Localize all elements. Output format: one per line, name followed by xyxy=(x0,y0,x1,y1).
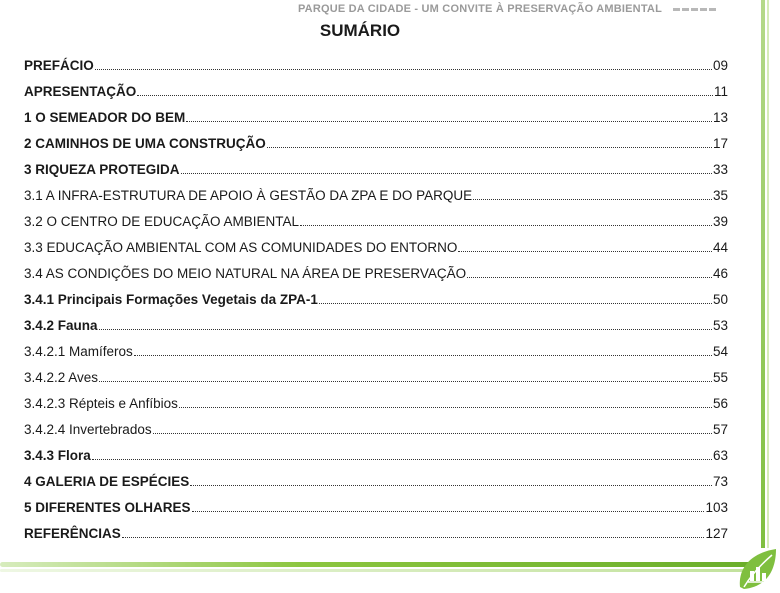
toc-entry[interactable] xyxy=(24,136,728,162)
toc-entry-label: 3.1 A INFRA-ESTRUTURA DE APOIO À GESTÃO DA ZPA E DO PARQUE xyxy=(24,188,473,203)
running-header-title: PARQUE DA CIDADE - UM CONVITE À PRESERVAÇÃO AMBIENTAL xyxy=(297,3,662,15)
toc-dot-leader xyxy=(122,536,705,538)
toc-dot-leader xyxy=(95,68,712,70)
toc-dot-leader xyxy=(467,276,712,278)
toc-entry-label: 3.4.2 Fauna xyxy=(24,318,98,333)
toc-dot-leader xyxy=(473,198,712,200)
toc-entry[interactable] xyxy=(24,188,728,214)
toc-entry-page: 55 xyxy=(712,370,728,385)
page-title: SUMÁRIO xyxy=(319,21,401,40)
toc-entry[interactable] xyxy=(24,110,728,136)
toc-entry-label: 1 O SEMEADOR DO BEM xyxy=(24,110,186,125)
toc-dot-leader xyxy=(267,146,712,148)
toc-entry-page: 53 xyxy=(712,318,728,333)
right-margin-rule-light xyxy=(767,0,769,548)
toc-entry-label: 3.4 AS CONDIÇÕES DO MEIO NATURAL NA ÁREA DE PRESERVAÇÃO xyxy=(24,266,467,281)
toc-entry-label: 3.4.3 Flora xyxy=(24,448,91,463)
toc-entry-page: 50 xyxy=(712,292,728,307)
toc-entry[interactable] xyxy=(24,396,728,422)
toc-entry[interactable] xyxy=(24,318,728,344)
toc-entry-page: 33 xyxy=(712,162,728,177)
right-margin-rule xyxy=(761,0,765,548)
toc-entry-label: 3.4.1 Principais Formações Vegetais da ZPA-1 xyxy=(24,292,318,307)
toc-entry-page: 13 xyxy=(712,110,728,125)
toc-entry-label: 3.4.2.2 Aves xyxy=(24,370,99,385)
toc-dot-leader xyxy=(458,250,712,252)
toc-entry[interactable] xyxy=(24,474,728,500)
toc-entry-page: 127 xyxy=(705,526,728,541)
toc-entry-label: 4 GALERIA DE ESPÉCIES xyxy=(24,474,190,489)
toc-entry-page: 46 xyxy=(712,266,728,281)
toc-dot-leader xyxy=(134,354,712,356)
toc-entry-page: 39 xyxy=(712,214,728,229)
toc-entry[interactable] xyxy=(24,84,728,110)
toc-dot-leader xyxy=(99,380,712,382)
toc-entry-page: 103 xyxy=(705,500,728,515)
toc-entry[interactable] xyxy=(24,58,728,84)
toc-entry-label: 3.4.2.1 Mamíferos xyxy=(24,344,133,359)
park-leaf-logo-icon xyxy=(736,547,780,593)
toc-entry[interactable] xyxy=(24,240,728,266)
table-of-contents xyxy=(24,58,728,552)
toc-entry[interactable] xyxy=(24,266,728,292)
running-header xyxy=(0,0,780,20)
toc-entry-page: 35 xyxy=(712,188,728,203)
toc-entry[interactable] xyxy=(24,344,728,370)
toc-entry-label: APRESENTAÇÃO xyxy=(24,84,137,99)
toc-dot-leader xyxy=(137,94,713,96)
toc-entry-page: 56 xyxy=(712,396,728,411)
toc-entry-page: 09 xyxy=(712,58,728,73)
toc-dot-leader xyxy=(192,510,705,512)
toc-entry[interactable] xyxy=(24,526,728,552)
toc-entry-page: 73 xyxy=(712,474,728,489)
toc-entry[interactable] xyxy=(24,370,728,396)
toc-entry[interactable] xyxy=(24,500,728,526)
toc-entry-page: 17 xyxy=(712,136,728,151)
footer-bar xyxy=(0,562,752,567)
toc-dot-leader xyxy=(319,302,712,304)
toc-entry[interactable] xyxy=(24,162,728,188)
toc-entry-label: REFERÊNCIAS xyxy=(24,526,121,541)
toc-entry-label: 3 RIQUEZA PROTEGIDA xyxy=(24,162,180,177)
toc-dot-leader xyxy=(186,120,712,122)
toc-entry[interactable] xyxy=(24,422,728,448)
footer-bar-light xyxy=(0,569,752,572)
toc-dot-leader xyxy=(92,458,712,460)
toc-entry-label: 3.4.2.3 Répteis e Anfíbios xyxy=(24,396,178,411)
toc-entry-label: PREFÁCIO xyxy=(24,58,94,73)
toc-entry[interactable] xyxy=(24,292,728,318)
toc-dot-leader xyxy=(181,172,712,174)
toc-entry-page: 11 xyxy=(713,84,728,99)
toc-entry-page: 57 xyxy=(712,422,728,437)
toc-dot-leader xyxy=(99,328,712,330)
dash-ornament-icon xyxy=(673,8,716,11)
toc-dot-leader xyxy=(153,432,712,434)
toc-dot-leader xyxy=(190,484,712,486)
toc-entry-page: 63 xyxy=(712,448,728,463)
toc-entry-page: 44 xyxy=(712,240,728,255)
toc-entry[interactable] xyxy=(24,214,728,240)
toc-entry-label: 3.2 O CENTRO DE EDUCAÇÃO AMBIENTAL xyxy=(24,214,300,229)
toc-entry-label: 5 DIFERENTES OLHARES xyxy=(24,500,191,515)
toc-entry-label: 3.4.2.4 Invertebrados xyxy=(24,422,152,437)
toc-entry-label: 3.3 EDUCAÇÃO AMBIENTAL COM AS COMUNIDADES DO ENTORNO xyxy=(24,240,458,255)
toc-dot-leader xyxy=(179,406,712,408)
toc-entry-label: 2 CAMINHOS DE UMA CONSTRUÇÃO xyxy=(24,136,266,151)
toc-entry-page: 54 xyxy=(712,344,728,359)
toc-entry[interactable] xyxy=(24,448,728,474)
toc-dot-leader xyxy=(300,224,712,226)
